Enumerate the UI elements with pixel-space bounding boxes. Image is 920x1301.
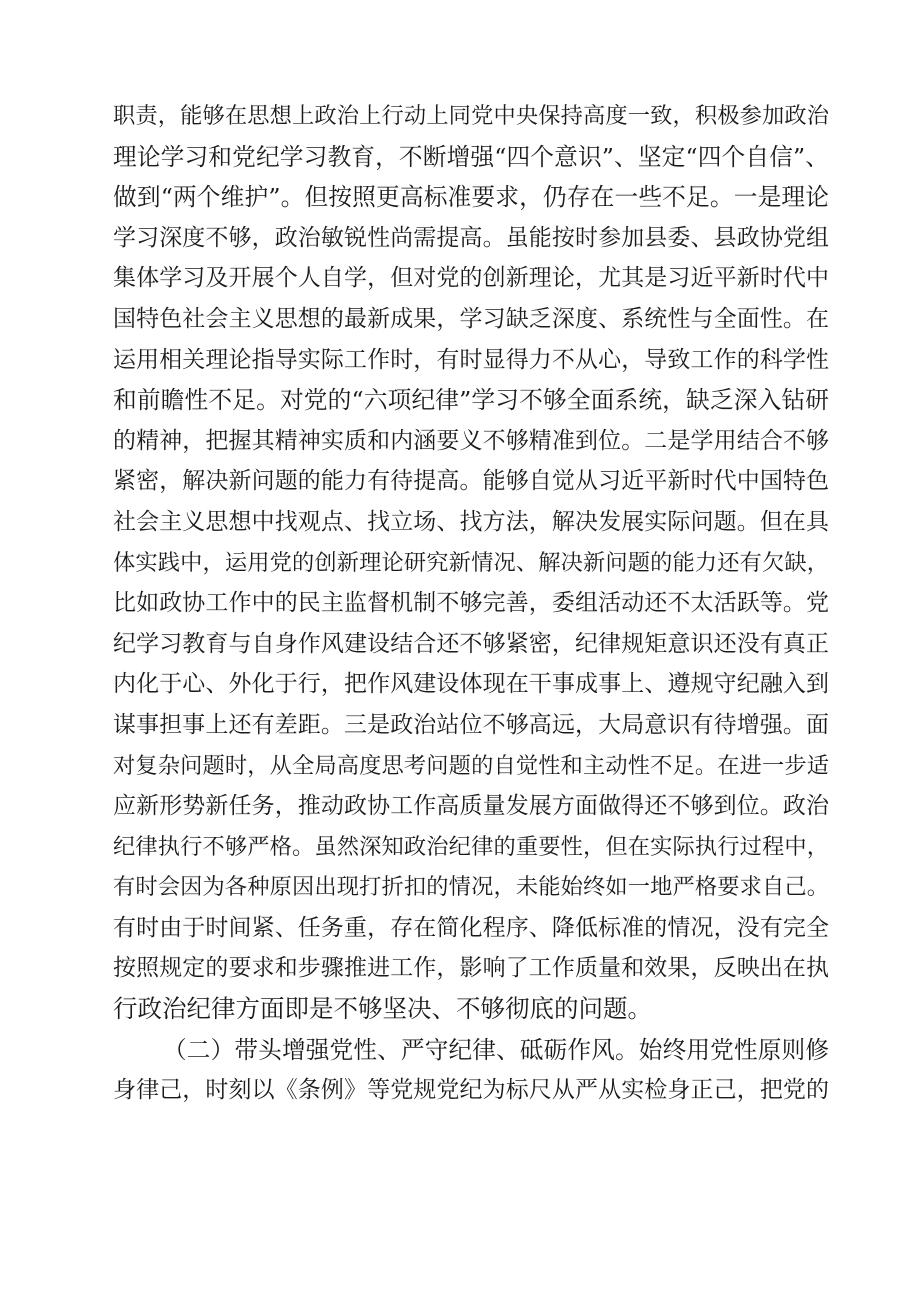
text-line: 对复杂问题时，从全局高度思考问题的自觉性和主动性不足。在进一步适: [113, 752, 829, 779]
text-line: 国特色社会主义思想的最新成果，学习缺乏深度、系统性与全面性。在: [113, 305, 829, 332]
document-body: [113, 96, 829, 1111]
text-line: 集体学习及开展个人自学，但对党的创新理论，尤其是习近平新时代中: [113, 265, 829, 292]
text-line: 的精神，把握其精神实质和内涵要义不够精准到位。二是学用结合不够: [113, 427, 829, 454]
text-line: 学习深度不够，政治敏锐性尚需提高。虽能按时参加县委、县政协党组: [113, 224, 829, 251]
text-line: 职责，能够在思想上政治上行动上同党中央保持高度一致，积极参加政治: [113, 103, 829, 129]
text-line: 有时会因为各种原因出现打折扣的情况，未能始终如一地严格要求自己。: [113, 874, 829, 901]
text-line: 做到“两个维护”。但按照更高标准要求，仍存在一些不足。一是理论: [113, 183, 829, 212]
text-line: 应新形势新任务，推动政协工作高质量发展方面做得还不够到位。政治: [113, 793, 829, 820]
section-heading-line: （二）带头增强党性、严守纪律、砥砺作风。始终用党性原则修: [163, 1035, 829, 1064]
text-line: 体实践中，运用党的创新理论研究新情况、解决新问题的能力还有欠缺，: [113, 549, 829, 576]
text-line: 有时由于时间紧、任务重，存在简化程序、降低标准的情况，没有完全: [113, 914, 829, 941]
text-line: 内化于心、外化于行，把作风建设体现在干事成事上、遵规守纪融入到: [113, 671, 829, 698]
text-line: 和前瞻性不足。对党的“六项纪律”学习不够全面系统，缺乏深入钻研: [113, 386, 829, 415]
text-line: 纪律执行不够严格。虽然深知政治纪律的重要性，但在实际执行过程中，: [113, 833, 829, 860]
text-line: 比如政协工作中的民主监督机制不够完善，委组活动还不太活跃等。党: [113, 590, 829, 617]
text-line: 紧密，解决新问题的能力有待提高。能够自觉从习近平新时代中国特色: [113, 468, 829, 495]
text-line: 行政治纪律方面即是不够坚决、不够彻底的问题。: [113, 994, 652, 1024]
text-line: 运用相关理论指导实际工作时，有时显得力不从心，导致工作的科学性: [113, 346, 829, 373]
text-line: 理论学习和党纪学习教育，不断增强“四个意识”、坚定“四个自信”、: [113, 142, 829, 171]
text-line: 身律己，时刻以《条例》等党规党纪为标尺从严从实检身正己，把党的: [113, 1077, 829, 1104]
text-line: 社会主义思想中找观点、找立场、找方法，解决发展实际问题。但在具: [113, 508, 829, 535]
text-line: 谋事担事上还有差距。三是政治站位不够高远，大局意识有待增强。面: [113, 711, 829, 738]
text-line: 按照规定的要求和步骤推进工作，影响了工作质量和效果，反映出在执: [113, 955, 829, 982]
text-line: 纪学习教育与自身作风建设结合还不够紧密，纪律规矩意识还没有真正: [113, 630, 829, 657]
